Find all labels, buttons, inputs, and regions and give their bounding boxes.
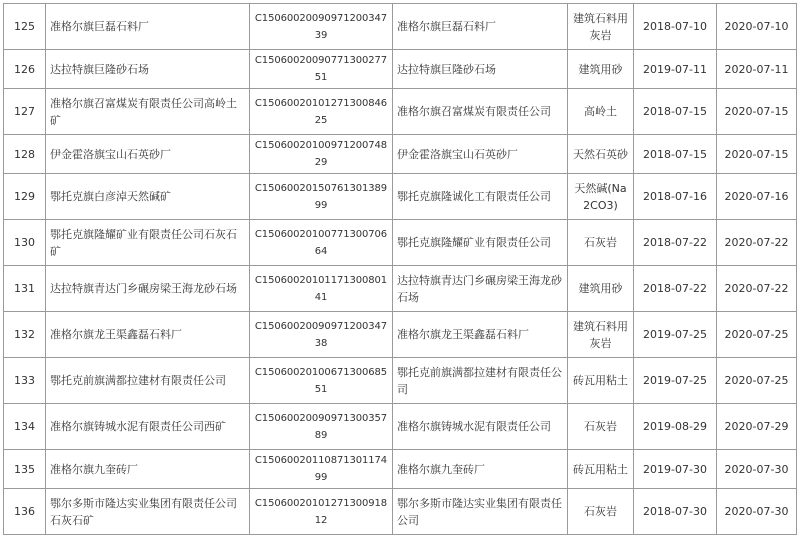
license-holder: 准格尔旗召富煤炭有限责任公司	[393, 89, 568, 135]
mine-name: 伊金霍洛旗宝山石英砂厂	[46, 135, 250, 174]
license-holder: 准格尔旗龙王渠鑫磊石料厂	[393, 312, 568, 358]
license-number: C1506002010117130080141	[250, 266, 393, 312]
row-number: 125	[4, 4, 46, 50]
license-holder: 鄂托克前旗满都拉建材有限责任公司	[393, 358, 568, 404]
row-number: 127	[4, 89, 46, 135]
start-date: 2018-07-30	[634, 489, 717, 535]
end-date: 2020-07-11	[717, 50, 797, 89]
end-date: 2020-07-29	[717, 404, 797, 450]
start-date: 2019-07-25	[634, 358, 717, 404]
table-row	[4, 174, 797, 220]
license-number: C1506002009097130035789	[250, 404, 393, 450]
end-date: 2020-07-10	[717, 4, 797, 50]
row-number: 131	[4, 266, 46, 312]
start-date: 2019-07-11	[634, 50, 717, 89]
mine-name: 鄂托克前旗满都拉建材有限责任公司	[46, 358, 250, 404]
license-number: C1506002010127130084625	[250, 89, 393, 135]
license-holder: 准格尔旗九奎砖厂	[393, 450, 568, 489]
mine-name: 达拉特旗巨隆砂石场	[46, 50, 250, 89]
license-holder: 达拉特旗青达门乡碾房梁王海龙砂石场	[393, 266, 568, 312]
row-number: 126	[4, 50, 46, 89]
license-holder: 鄂托克旗隆诚化工有限责任公司	[393, 174, 568, 220]
start-date: 2018-07-15	[634, 135, 717, 174]
mine-name: 鄂托克旗白彦淖天然碱矿	[46, 174, 250, 220]
end-date: 2020-07-30	[717, 450, 797, 489]
mineral-type: 建筑用砂	[568, 266, 634, 312]
end-date: 2020-07-25	[717, 358, 797, 404]
license-number: C1506002010067130068551	[250, 358, 393, 404]
end-date: 2020-07-25	[717, 312, 797, 358]
license-number: C1506002009097120034739	[250, 4, 393, 50]
row-number: 130	[4, 220, 46, 266]
end-date: 2020-07-30	[717, 489, 797, 535]
end-date: 2020-07-22	[717, 220, 797, 266]
license-number: C1506002015076130138999	[250, 174, 393, 220]
start-date: 2018-07-15	[634, 89, 717, 135]
mineral-type: 砖瓦用粘土	[568, 450, 634, 489]
table-row	[4, 266, 797, 312]
table-row	[4, 312, 797, 358]
row-number: 135	[4, 450, 46, 489]
table-row	[4, 358, 797, 404]
end-date: 2020-07-15	[717, 89, 797, 135]
table-row	[4, 50, 797, 89]
license-number: C1506002009077130027751	[250, 50, 393, 89]
end-date: 2020-07-22	[717, 266, 797, 312]
license-holder: 准格尔旗巨磊石料厂	[393, 4, 568, 50]
end-date: 2020-07-15	[717, 135, 797, 174]
row-number: 129	[4, 174, 46, 220]
table-row	[4, 220, 797, 266]
start-date: 2018-07-22	[634, 266, 717, 312]
mineral-type: 建筑石料用灰岩	[568, 4, 634, 50]
mineral-type: 天然石英砂	[568, 135, 634, 174]
mine-name: 准格尔旗巨磊石料厂	[46, 4, 250, 50]
end-date: 2020-07-16	[717, 174, 797, 220]
license-number: C1506002010127130091812	[250, 489, 393, 535]
mine-name: 鄂托克旗隆耀矿业有限责任公司石灰石矿	[46, 220, 250, 266]
table-row	[4, 89, 797, 135]
mineral-type: 石灰岩	[568, 489, 634, 535]
table-row	[4, 489, 797, 535]
mineral-type: 石灰岩	[568, 220, 634, 266]
license-number: C1506002010097120074829	[250, 135, 393, 174]
start-date: 2019-07-25	[634, 312, 717, 358]
mine-name: 准格尔旗铸城水泥有限责任公司西矿	[46, 404, 250, 450]
mineral-type: 高岭土	[568, 89, 634, 135]
license-holder: 伊金霍洛旗宝山石英砂厂	[393, 135, 568, 174]
row-number: 133	[4, 358, 46, 404]
license-holder: 鄂托克旗隆耀矿业有限责任公司	[393, 220, 568, 266]
mineral-type: 石灰岩	[568, 404, 634, 450]
row-number: 134	[4, 404, 46, 450]
mining-license-table	[3, 3, 797, 535]
mine-name: 准格尔旗龙王渠鑫磊石料厂	[46, 312, 250, 358]
start-date: 2018-07-10	[634, 4, 717, 50]
mineral-type: 建筑用砂	[568, 50, 634, 89]
mineral-type: 建筑石料用灰岩	[568, 312, 634, 358]
license-number: C1506002009097120034738	[250, 312, 393, 358]
license-holder: 准格尔旗铸城水泥有限责任公司	[393, 404, 568, 450]
table-row	[4, 135, 797, 174]
mine-name: 准格尔旗九奎砖厂	[46, 450, 250, 489]
license-holder: 鄂尔多斯市隆达实业集团有限责任公司	[393, 489, 568, 535]
start-date: 2018-07-16	[634, 174, 717, 220]
table-row	[4, 4, 797, 50]
row-number: 136	[4, 489, 46, 535]
mine-name: 达拉特旗青达门乡碾房梁王海龙砂石场	[46, 266, 250, 312]
license-holder: 达拉特旗巨隆砂石场	[393, 50, 568, 89]
table-row	[4, 450, 797, 489]
mine-name: 鄂尔多斯市隆达实业集团有限责任公司石灰石矿	[46, 489, 250, 535]
start-date: 2018-07-22	[634, 220, 717, 266]
mine-name: 准格尔旗召富煤炭有限责任公司高岭土矿	[46, 89, 250, 135]
table-body	[4, 4, 797, 535]
row-number: 128	[4, 135, 46, 174]
mineral-type: 天然碱(Na2CO3)	[568, 174, 634, 220]
table-row	[4, 404, 797, 450]
row-number: 132	[4, 312, 46, 358]
license-number: C1506002011087130117499	[250, 450, 393, 489]
mineral-type: 砖瓦用粘土	[568, 358, 634, 404]
start-date: 2019-07-30	[634, 450, 717, 489]
start-date: 2019-08-29	[634, 404, 717, 450]
license-number: C1506002010077130070664	[250, 220, 393, 266]
